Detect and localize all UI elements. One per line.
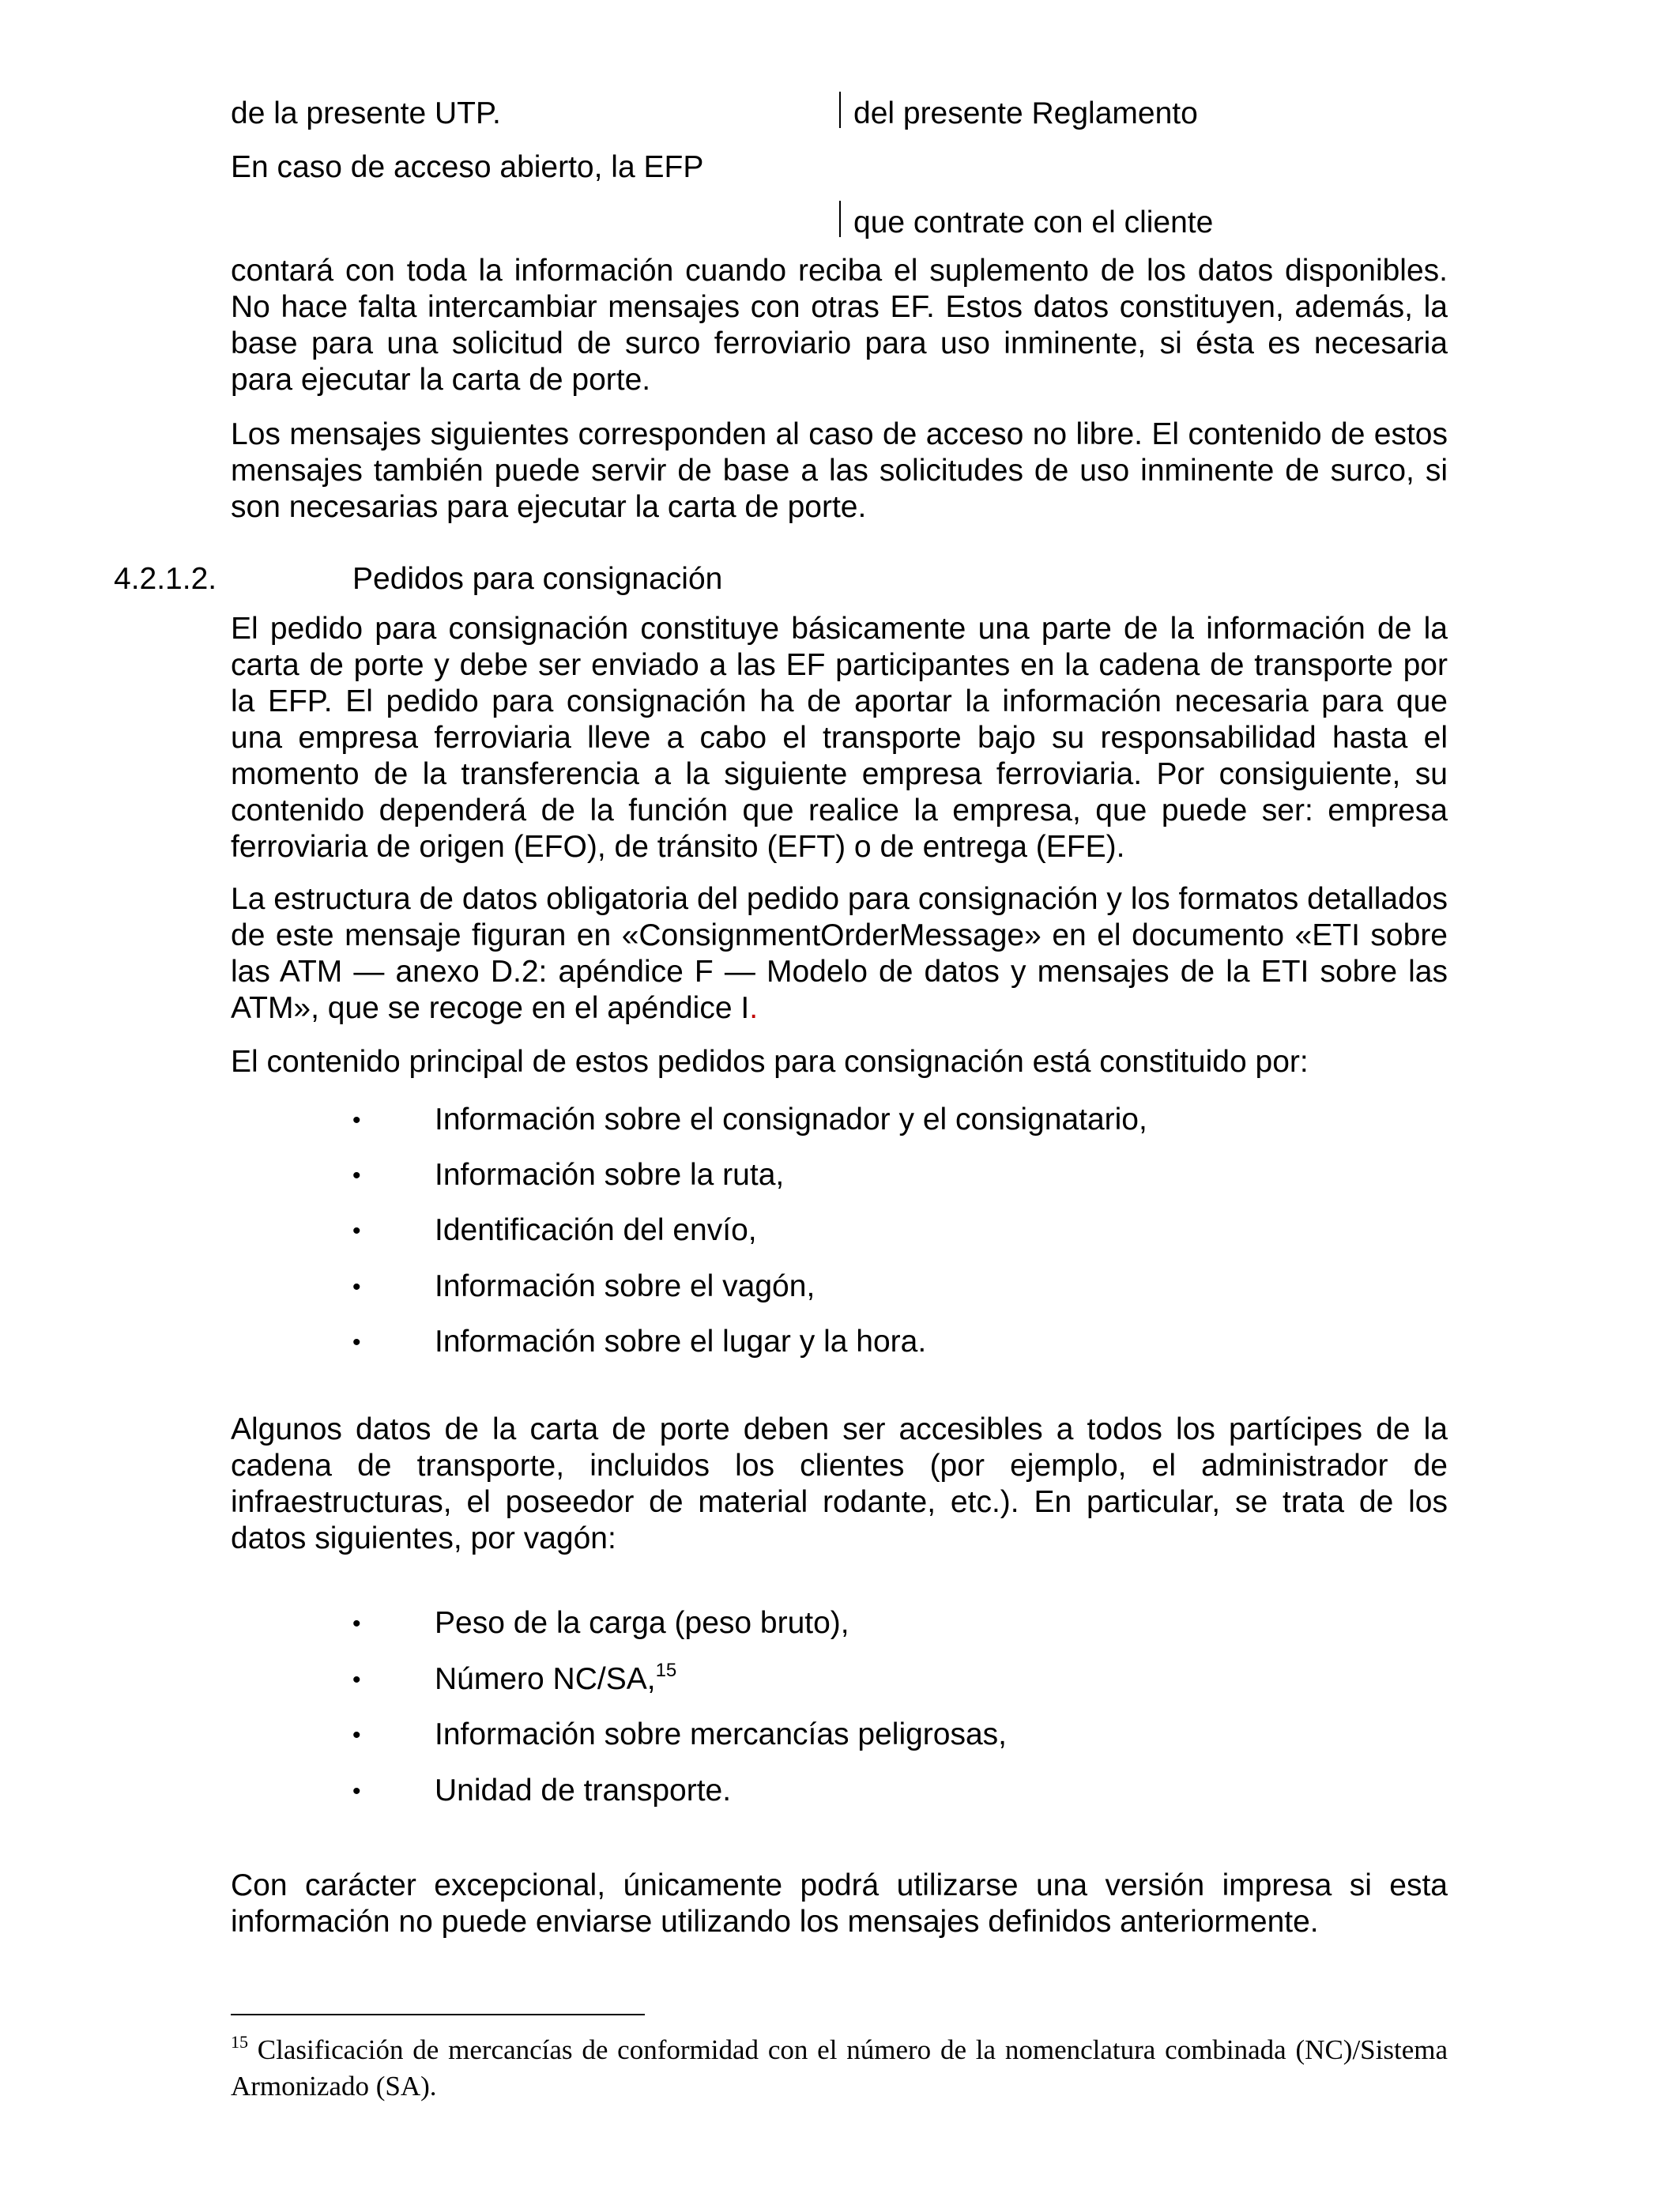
paragraph-non-free-access: Los mensajes siguientes corresponden al caso de acceso no libre. El contenido de estos mensajes también puede servir de base a las solicitudes de uso inminente de surco, si son necesarias para ejecutar la carta de porte.	[231, 417, 1448, 524]
list-item: Información sobre la ruta,	[435, 1158, 785, 1192]
paragraph-accessible-data: Algunos datos de la carta de porte deben ser accesibles a todos los partícipes de la cadena de transporte, incluidos los clientes (por ejemplo, el administrador de infraestructuras, el poseedor de material rodante, etc.). En particular, se trata de los datos siguientes, por vagón:	[231, 1412, 1448, 1555]
bullet-icon: •	[352, 1218, 361, 1244]
bullet-icon: •	[352, 1722, 361, 1748]
list-item: Información sobre el lugar y la hora.	[435, 1325, 927, 1359]
footnote-separator	[231, 2014, 645, 2015]
bullet-icon: •	[352, 1611, 361, 1637]
list-item: Información sobre el vagón,	[435, 1269, 816, 1303]
footnote-text: Clasificación de mercancías de conformidad con el número de la nomenclatura combinada (NC)/Sistema Armonizado (SA).	[231, 2034, 1448, 2102]
paragraph-data-structure-end: .	[749, 991, 759, 1025]
top-right-line-2: que contrate con el cliente	[853, 205, 1214, 239]
footnote	[231, 2032, 1448, 2105]
bullet-icon: •	[352, 1274, 361, 1300]
list-item: Identificación del envío,	[435, 1213, 757, 1247]
list-item: Peso de la carga (peso bruto),	[435, 1606, 849, 1640]
change-bar	[839, 92, 841, 128]
bullet-icon: •	[352, 1667, 361, 1693]
footnote-number: 15	[231, 2032, 248, 2052]
section-number: 4.2.1.2.	[114, 562, 217, 596]
paragraph-exceptional: Con carácter excepcional, únicamente podrá utilizarse una versión impresa si esta información no puede enviarse utilizando los mensajes definidos anteriormente.	[231, 1868, 1448, 1939]
paragraph-consignment-order: El pedido para consignación constituye básicamente una parte de la información de la carta de porte y debe ser enviado a las EF participantes en la cadena de transporte por la EFP. El pedido para consignación ha de aportar la información necesaria para que una empresa ferroviaria lleve a cabo el transporte bajo su responsabilidad hasta el momento de la transferencia a la siguiente empresa ferroviaria. Por consiguiente, su contenido dependerá de la función que realice la empresa, que puede ser: empresa ferroviaria de origen (EFO), de tránsito (EFT) o de entrega (EFE).	[231, 612, 1448, 864]
bullet-icon: •	[352, 1107, 361, 1133]
paragraph-content-intro: El contenido principal de estos pedidos para consignación está constituido por:	[231, 1045, 1309, 1079]
paragraph-open-access: contará con toda la información cuando reciba el suplemento de los datos disponibles. No hace falta intercambiar mensajes con otras EF. Estos datos constituyen, además, la base para una solicitud de surco ferroviario para uso inminente, si ésta es necesaria para ejecutar la carta de porte.	[231, 254, 1448, 397]
bullet-icon: •	[352, 1163, 361, 1189]
top-right-line-1: del presente Reglamento	[853, 96, 1198, 130]
list-item-text: Número NC/SA,	[435, 1662, 656, 1696]
list-item: Información sobre el consignador y el consignatario,	[435, 1103, 1147, 1137]
paragraph-data-structure	[231, 881, 1448, 1027]
top-left-line-1: de la presente UTP.	[231, 96, 501, 130]
bullet-icon: •	[352, 1778, 361, 1804]
list-item: Unidad de transporte.	[435, 1774, 732, 1808]
top-left-line-2: En caso de acceso abierto, la EFP	[231, 150, 704, 184]
change-bar	[839, 201, 841, 237]
list-item	[435, 1660, 677, 1696]
footnote-reference[interactable]: 15	[655, 1660, 677, 1681]
paragraph-data-structure-text: La estructura de datos obligatoria del pedido para consignación y los formatos detallados de este mensaje figuran en «ConsignmentOrderMessage» en el documento «ETI sobre las ATM — anexo D.2: apéndice F — Modelo de datos y mensajes de la ETI sobre las ATM», que se recoge en el apéndice I	[231, 882, 1448, 1025]
bullet-icon: •	[352, 1329, 361, 1355]
section-title: Pedidos para consignación	[352, 562, 723, 596]
list-item: Información sobre mercancías peligrosas,	[435, 1717, 1007, 1751]
